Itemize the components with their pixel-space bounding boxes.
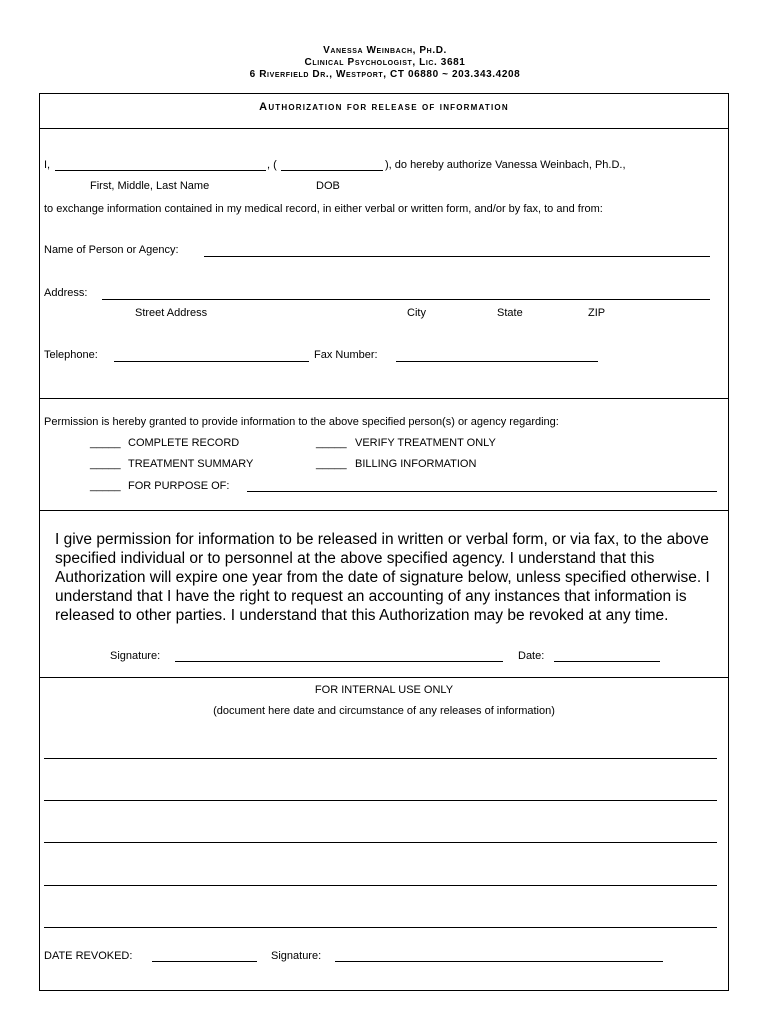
billing-information-blank[interactable]: _____ xyxy=(316,458,347,470)
practitioner-name: Vanessa Weinbach, Ph.D. xyxy=(323,45,447,56)
fax-label: Fax Number: xyxy=(314,349,378,361)
date-revoked-label: DATE REVOKED: xyxy=(44,950,133,962)
release-record-line[interactable] xyxy=(44,800,717,801)
release-record-line[interactable] xyxy=(44,758,717,759)
billing-information-label: BILLING INFORMATION xyxy=(355,458,477,470)
zip-caption: ZIP xyxy=(588,307,606,319)
state-caption: State xyxy=(497,307,523,319)
complete-record-blank[interactable]: _____ xyxy=(90,437,121,449)
date-revoked-field[interactable] xyxy=(152,961,257,962)
agency-label: Name of Person or Agency: xyxy=(44,244,179,256)
telephone-field[interactable] xyxy=(114,361,309,362)
purpose-blank[interactable]: _____ xyxy=(90,480,121,492)
street-caption: Street Address xyxy=(135,307,208,319)
exchange-text: to exchange information contained in my medical record, in either verbal or written form, and/or by fax, to and from: xyxy=(44,203,603,215)
section-divider xyxy=(40,128,728,129)
form-title: Authorization for release of information xyxy=(259,101,509,113)
authorize-suffix: ), do hereby authorize Vanessa Weinbach, Ph.D., xyxy=(385,159,626,171)
address-label: Address: xyxy=(44,287,88,299)
treatment-summary-label: TREATMENT SUMMARY xyxy=(128,458,254,470)
fax-field[interactable] xyxy=(396,361,598,362)
permission-intro: Permission is hereby granted to provide information to the above specified person(s) or agency regarding: xyxy=(44,416,559,428)
dob-field[interactable] xyxy=(281,170,383,171)
agency-field[interactable] xyxy=(204,256,710,257)
date-field[interactable] xyxy=(554,661,660,662)
section-divider xyxy=(40,677,728,678)
complete-record-label: COMPLETE RECORD xyxy=(128,437,240,449)
date-label: Date: xyxy=(518,650,545,662)
purpose-label: FOR PURPOSE OF: xyxy=(128,480,230,492)
practitioner-license: Clinical Psychologist, Lic. 3681 xyxy=(304,57,466,68)
letterhead xyxy=(0,45,770,81)
name-caption: First, Middle, Last Name xyxy=(90,180,210,192)
revoked-signature-field[interactable] xyxy=(335,961,663,962)
practitioner-address: 6 Riverfield Dr., Westport, CT 06880 ~ 203.343.4208 xyxy=(249,69,521,80)
dob-caption: DOB xyxy=(316,180,340,192)
signature-field[interactable] xyxy=(175,661,503,662)
consent-paragraph: I give permission for information to be released in written or verbal form, or via fax, to the above specified individual or to personnel at the above specified agency. I understand that this Authorization will expire one year from the date of signature below, unless specified otherwise. I understand that I have the right to request an accounting of any instances that information is released to other parties. I understand that this Authorization may be revoked at any time. xyxy=(55,531,710,624)
authorize-prefix: I, xyxy=(44,159,51,171)
authorization-form xyxy=(39,93,729,991)
verify-treatment-blank[interactable]: _____ xyxy=(316,437,347,449)
verify-treatment-label: VERIFY TREATMENT ONLY xyxy=(355,437,496,449)
revoked-signature-label: Signature: xyxy=(271,950,322,962)
internal-use-title: FOR INTERNAL USE ONLY xyxy=(314,684,454,696)
signature-label: Signature: xyxy=(110,650,161,662)
patient-name-field[interactable] xyxy=(55,170,266,171)
authorize-separator: , ( xyxy=(267,159,277,171)
release-record-line[interactable] xyxy=(44,885,717,886)
internal-use-subtitle: (document here date and circumstance of any releases of information) xyxy=(213,705,555,717)
section-divider xyxy=(40,510,728,511)
treatment-summary-blank[interactable]: _____ xyxy=(90,458,121,470)
purpose-field[interactable] xyxy=(247,491,717,492)
city-caption: City xyxy=(407,307,426,319)
section-divider xyxy=(40,398,728,399)
release-record-line[interactable] xyxy=(44,842,717,843)
release-record-line[interactable] xyxy=(44,927,717,928)
telephone-label: Telephone: xyxy=(44,349,98,361)
address-field[interactable] xyxy=(102,299,710,300)
